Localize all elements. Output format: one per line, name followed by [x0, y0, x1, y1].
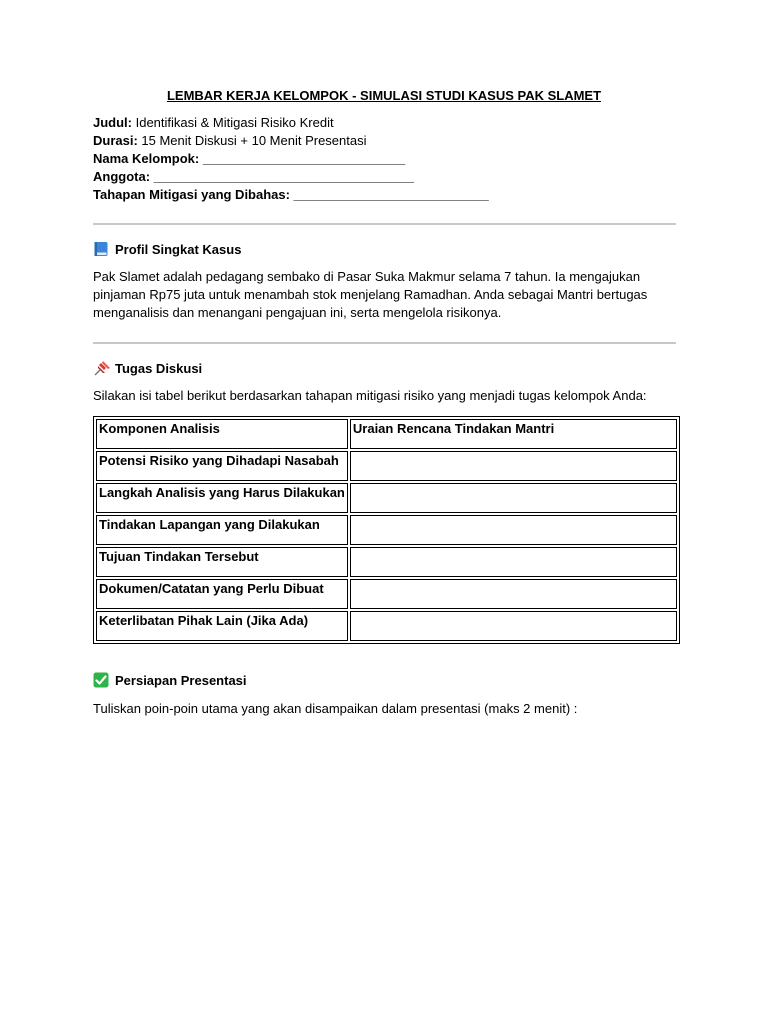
persiapan-heading — [93, 672, 247, 688]
section-divider — [93, 223, 676, 225]
table-header-row — [96, 419, 677, 449]
tugas-text: Silakan isi tabel berikut berdasarkan tahapan mitigasi risiko yang menjadi tugas kelompok Anda: — [93, 388, 647, 403]
tahapan-label: Tahapan Mitigasi yang Dibahas: — [93, 187, 290, 202]
meta-nama-kelompok — [93, 150, 489, 168]
meta-tahapan — [93, 186, 489, 204]
blue-book-icon — [93, 241, 109, 257]
meta-block — [93, 114, 489, 204]
description-cell[interactable] — [350, 579, 677, 609]
table-row — [96, 483, 677, 513]
component-cell: Dokumen/Catatan yang Perlu Dibuat — [96, 579, 348, 609]
nama-kelompok-label: Nama Kelompok: — [93, 151, 200, 166]
anggota-label: Anggota: — [93, 169, 151, 184]
anggota-field[interactable]: ____________________________________ — [150, 169, 414, 184]
meta-durasi — [93, 132, 489, 150]
profil-text: Pak Slamet adalah pedagang sembako di Pasar Suka Makmur selama 7 tahun. Ia mengajukan pinjaman Rp75 juta untuk menambah stok menjelang Ramadhan. Anda sebagai Mantri bertugas menganalisis dan menangani pengajuan ini, serta mengelola risikonya. — [93, 269, 648, 320]
description-cell[interactable] — [350, 611, 677, 641]
judul-label: Judul: — [93, 115, 132, 130]
description-cell[interactable] — [350, 483, 677, 513]
table-row — [96, 579, 677, 609]
meta-anggota — [93, 168, 489, 186]
table-row — [96, 611, 677, 641]
component-cell: Tindakan Lapangan yang Dilakukan — [96, 515, 348, 545]
table-row — [96, 547, 677, 577]
description-cell[interactable] — [350, 451, 677, 481]
component-cell: Keterlibatan Pihak Lain (Jika Ada) — [96, 611, 348, 641]
document-title: LEMBAR KERJA KELOMPOK - SIMULASI STUDI KASUS PAK SLAMET — [166, 88, 602, 103]
persiapan-heading-label: Persiapan Presentasi — [115, 672, 247, 688]
table-header-cell: Uraian Rencana Tindakan Mantri — [350, 419, 677, 449]
tugas-heading — [93, 360, 202, 376]
pushpin-icon — [93, 360, 109, 376]
tahapan-field[interactable]: ___________________________ — [289, 187, 489, 202]
component-cell: Langkah Analisis yang Harus Dilakukan — [96, 483, 348, 513]
tugas-heading-label: Tugas Diskusi — [115, 360, 203, 376]
profil-heading — [93, 241, 241, 257]
nama-kelompok-field[interactable]: ____________________________ — [199, 151, 406, 166]
profil-heading-label: Profil Singkat Kasus — [115, 241, 242, 257]
green-check-icon — [93, 672, 109, 688]
table-row — [96, 515, 677, 545]
judul-value: Identifikasi & Mitigasi Risiko Kredit — [132, 115, 334, 130]
analysis-table — [93, 416, 680, 644]
table-row — [96, 451, 677, 481]
meta-judul — [93, 114, 489, 132]
durasi-label: Durasi: — [93, 133, 138, 148]
description-cell[interactable] — [350, 515, 677, 545]
persiapan-text: Tuliskan poin-poin utama yang akan disampaikan dalam presentasi (maks 2 menit) : — [93, 701, 578, 716]
section-divider — [93, 342, 676, 344]
component-cell: Tujuan Tindakan Tersebut — [96, 547, 348, 577]
description-cell[interactable] — [350, 547, 677, 577]
table-header-cell: Komponen Analisis — [96, 419, 348, 449]
component-cell: Potensi Risiko yang Dihadapi Nasabah — [96, 451, 348, 481]
durasi-value: 15 Menit Diskusi + 10 Menit Presentasi — [137, 133, 367, 148]
